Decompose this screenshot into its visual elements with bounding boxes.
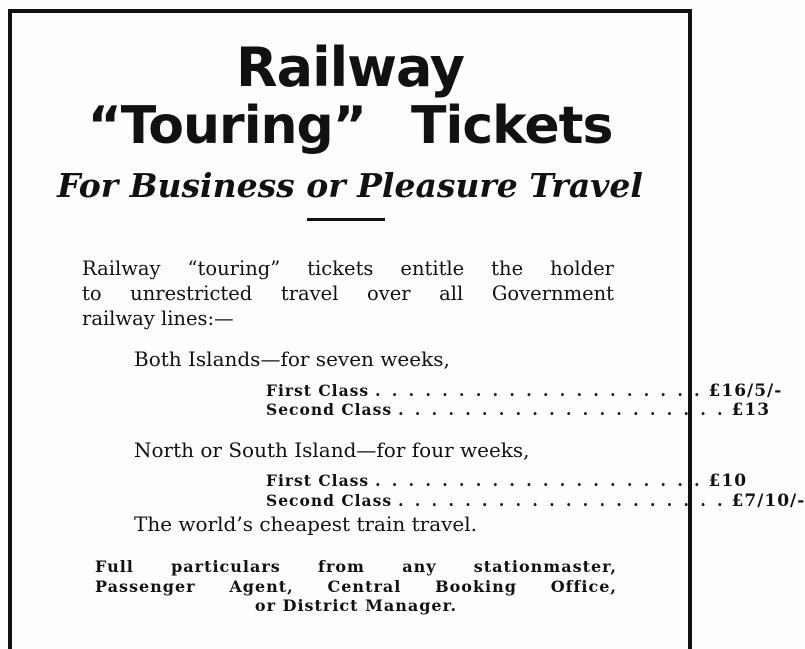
fare-row: [266, 471, 748, 491]
fare-class: Second Class: [266, 400, 393, 419]
intro-paragraph: [82, 256, 614, 331]
footer-line: Full particulars from any stationmaster,: [95, 557, 617, 576]
intro-line: Railway “touring” tickets entitle the holder: [82, 257, 614, 280]
intro-line: railway lines:—: [82, 307, 234, 330]
section-title-one-island: North or South Island—for four weeks,: [134, 438, 530, 462]
fare-row: [266, 491, 805, 511]
footer-line: or District Manager.: [254, 596, 458, 615]
intro-line: to unrestricted travel over all Government: [82, 282, 614, 305]
fare-price: £16/5/-: [708, 381, 783, 401]
fare-price: £13: [731, 400, 771, 420]
fare-class: First Class: [266, 471, 370, 490]
divider-rule: [307, 218, 385, 221]
leader-dots: . . . . . . . . . . . . . . . . . . . .: [398, 491, 726, 510]
fare-price: £7/10/-: [731, 491, 805, 511]
section-title-both-islands: Both Islands—for seven weeks,: [134, 347, 450, 371]
headline-line-1: Railway: [236, 36, 464, 99]
leader-dots: . . . . . . . . . . . . . . . . . . . .: [375, 381, 703, 400]
leader-dots: . . . . . . . . . . . . . . . . . . . .: [375, 471, 703, 490]
footer-contact: [95, 557, 617, 616]
fare-price: £10: [708, 471, 748, 491]
footer-line: Passenger Agent, Central Booking Office,: [95, 576, 617, 596]
fare-class: First Class: [266, 381, 370, 400]
fare-class: Second Class: [266, 491, 393, 510]
fare-row: [266, 400, 771, 420]
leader-dots: . . . . . . . . . . . . . . . . . . . .: [398, 400, 726, 419]
headline-line-2: “Touring” Tickets: [87, 96, 613, 156]
subheading: For Business or Pleasure Travel: [57, 166, 643, 205]
tagline: The world’s cheapest train travel.: [134, 512, 478, 536]
fare-row: [266, 381, 783, 401]
